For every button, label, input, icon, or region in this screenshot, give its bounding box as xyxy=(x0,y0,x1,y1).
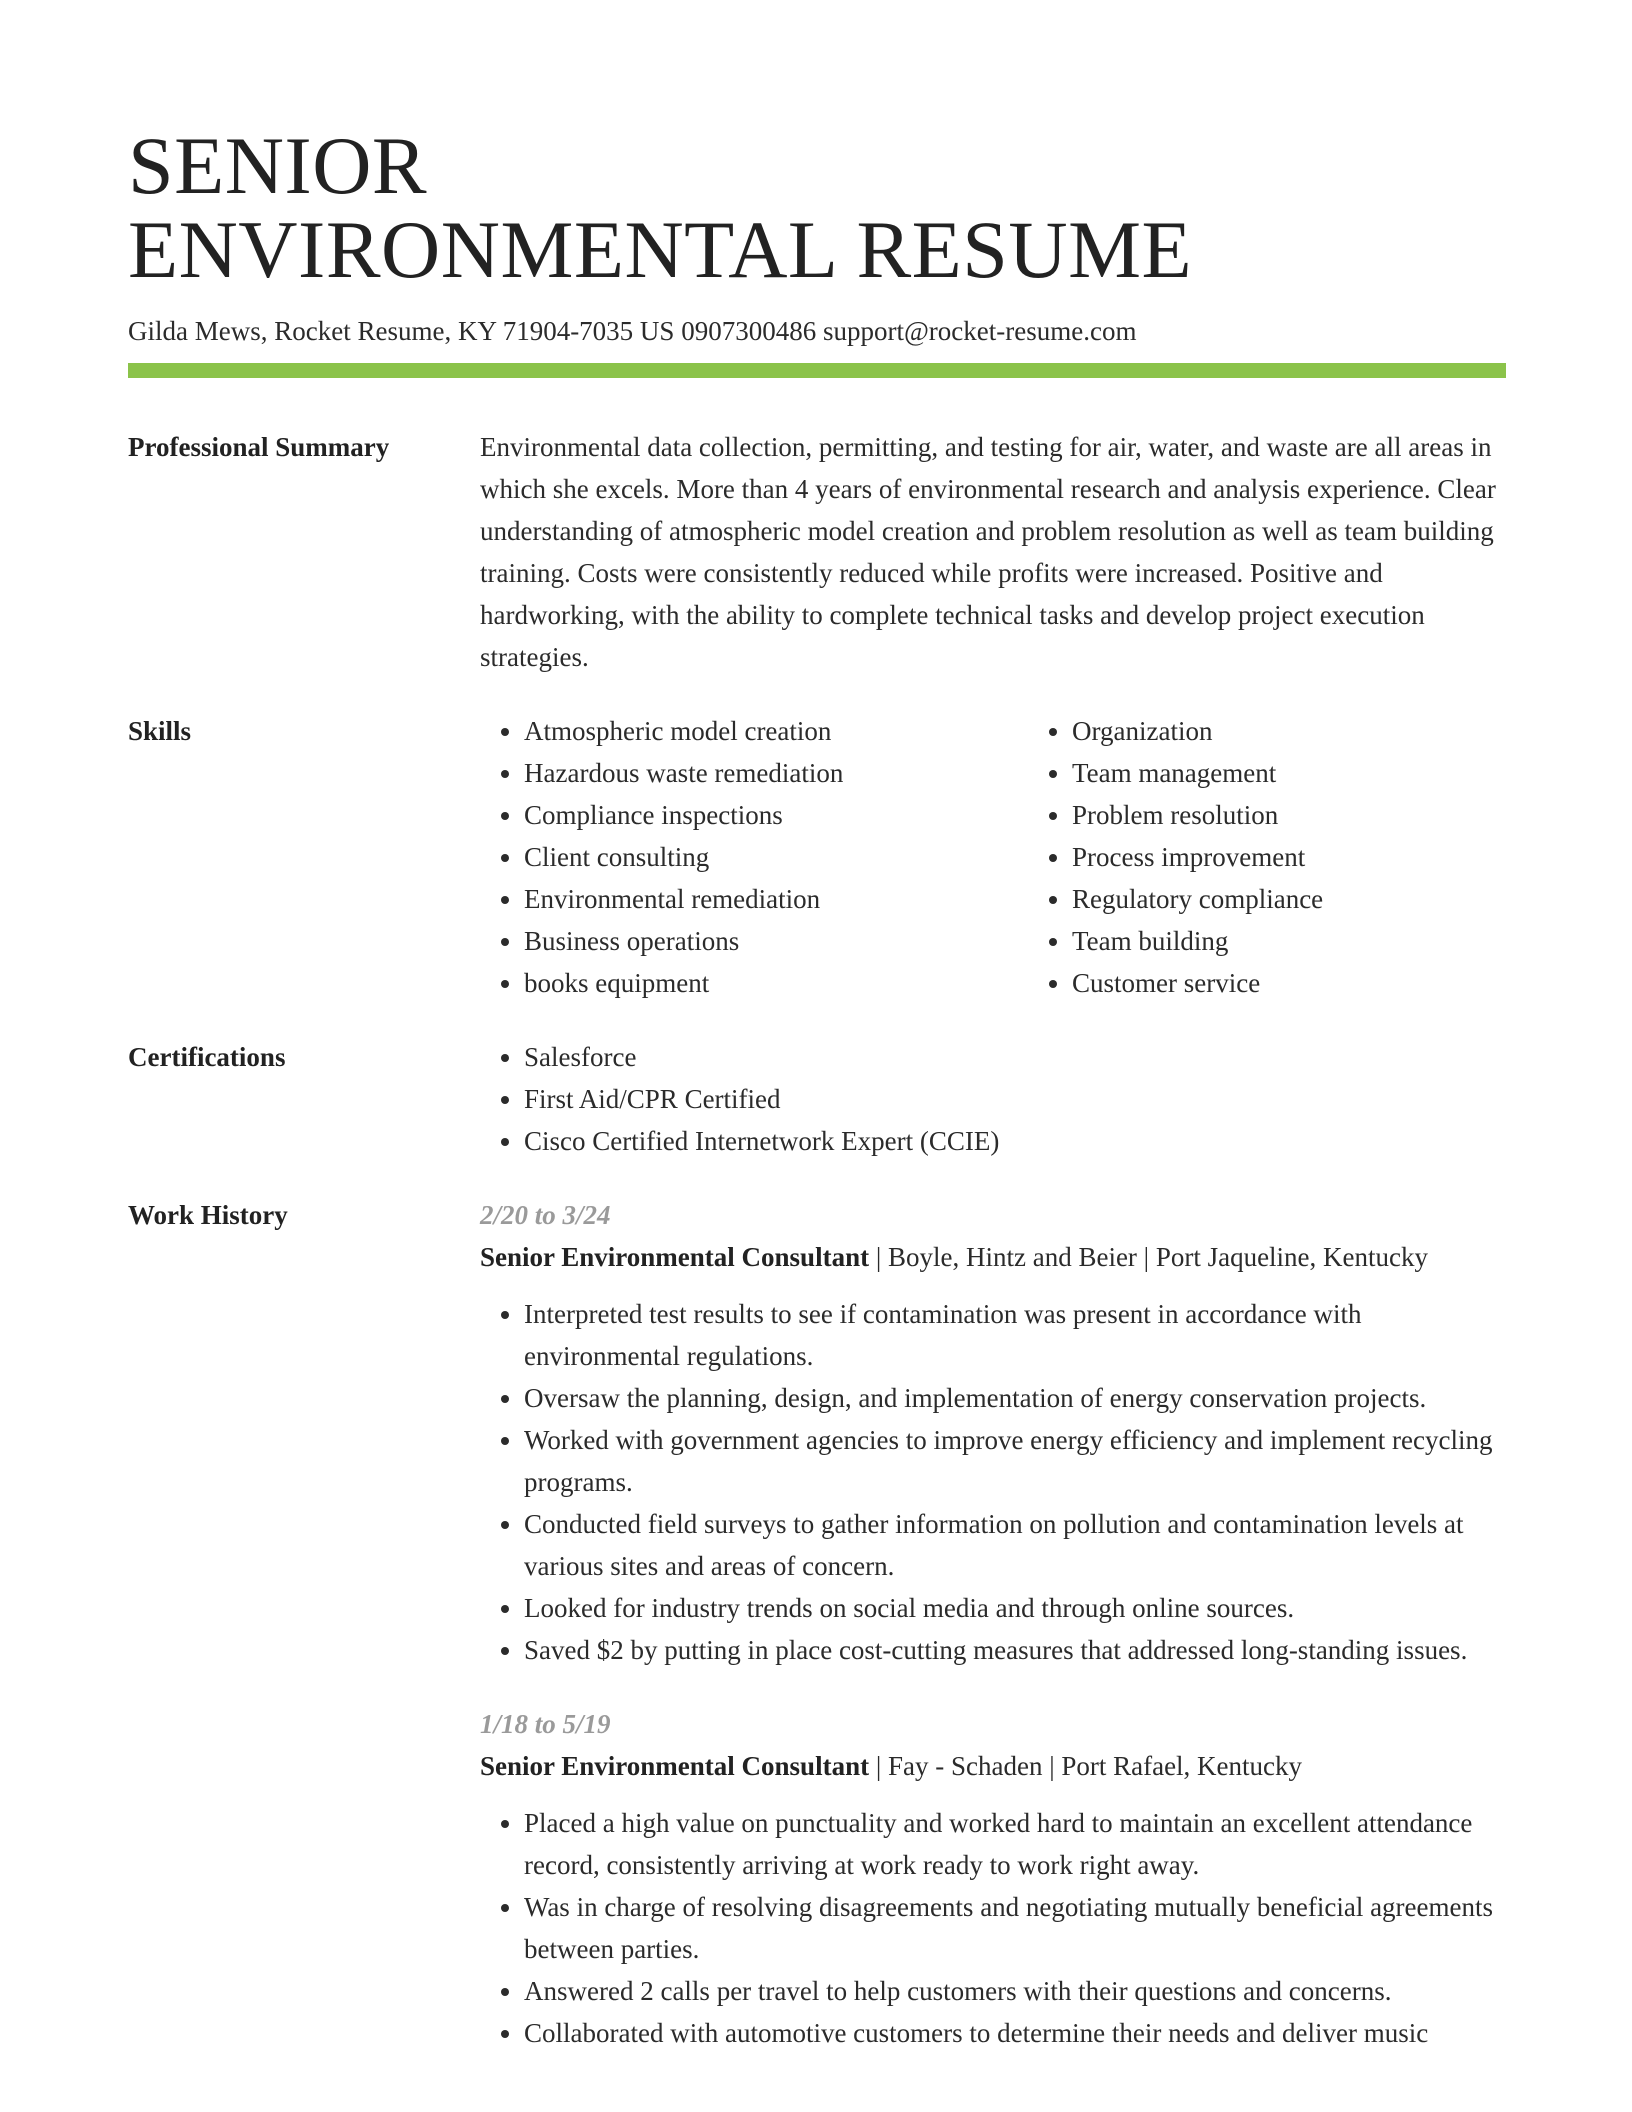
work-history-section xyxy=(128,1194,1506,2054)
job-bullet: • Conducted field surveys to gather information on pollution and contamination levels at various sites and areas of concern. xyxy=(524,1503,1506,1587)
job-bullet: • Interpreted test results to see if contamination was present in accordance with environmental regulations. xyxy=(524,1293,1506,1377)
resume-name-line1: SENIOR xyxy=(128,120,428,211)
job-bullet: • Answered 2 calls per travel to help customers with their questions and concerns. xyxy=(524,1970,1506,2012)
skill-item: • Business operations xyxy=(524,920,1028,962)
resume-page xyxy=(128,0,1506,2054)
work-history-body xyxy=(480,1194,1506,2054)
certification-item: • First Aid/CPR Certified xyxy=(524,1078,1506,1120)
resume-name-line2: ENVIRONMENTAL RESUME xyxy=(128,204,1193,295)
job-bullet: • Looked for industry trends on social media and through online sources. xyxy=(524,1587,1506,1629)
job-title-line xyxy=(480,1745,1506,1787)
summary-section xyxy=(128,426,1506,678)
accent-divider xyxy=(128,363,1506,378)
skill-item: • Hazardous waste remediation xyxy=(524,752,1028,794)
skill-item: • Atmospheric model creation xyxy=(524,710,1028,752)
job-employer-location: | Fay - Schaden | Port Rafael, Kentucky xyxy=(869,1751,1303,1781)
job-bullet: • Was in charge of resolving disagreements and negotiating mutually beneficial agreements between parties. xyxy=(524,1886,1506,1970)
job-employer-location: | Boyle, Hintz and Beier | Port Jaqueline, Kentucky xyxy=(869,1242,1429,1272)
skills-list-left xyxy=(480,710,1028,1004)
skills-list-right xyxy=(1028,710,1576,1004)
job-entry xyxy=(480,1194,1506,1671)
skill-item: • Process improvement xyxy=(1072,836,1576,878)
skill-item: • Customer service xyxy=(1072,962,1576,1004)
skill-item: • Problem resolution xyxy=(1072,794,1576,836)
job-title-line xyxy=(480,1236,1506,1278)
certifications-list xyxy=(480,1036,1506,1162)
skill-item: • Organization xyxy=(1072,710,1576,752)
job-dates: 2/20 to 3/24 xyxy=(480,1200,611,1230)
skills-section xyxy=(128,710,1506,1004)
summary-text: Environmental data collection, permitting, and testing for air, water, and waste are all areas in which she excels. More than 4 years of environmental research and analysis experience. Clear understanding of atmospheric model creation and problem resolution as well as team building training. Costs were consistently reduced while profits were increased. Positive and hardworking, with the ability to complete technical tasks and develop project execution strategies. xyxy=(480,432,1496,672)
certifications-section xyxy=(128,1036,1506,1162)
job-entry xyxy=(480,1703,1506,2054)
job-bullet-list xyxy=(480,1293,1506,1671)
work-history-heading: Work History xyxy=(128,1200,288,1230)
job-bullet: • Oversaw the planning, design, and implementation of energy conservation projects. xyxy=(524,1377,1506,1419)
job-dates: 1/18 to 5/19 xyxy=(480,1709,611,1739)
contact-info: Gilda Mews, Rocket Resume, KY 71904-7035 US 0907300486 support@rocket-resume.com xyxy=(128,316,1137,346)
job-bullet: • Saved $2 by putting in place cost-cutting measures that addressed long-standing issues. xyxy=(524,1629,1506,1671)
skill-item: • Team building xyxy=(1072,920,1576,962)
skill-item: • Environmental remediation xyxy=(524,878,1028,920)
job-bullet-list xyxy=(480,1802,1506,2054)
skill-item: • books equipment xyxy=(524,962,1028,1004)
job-title: Senior Environmental Consultant xyxy=(480,1242,870,1272)
job-bullet: • Worked with government agencies to improve energy efficiency and implement recycling programs. xyxy=(524,1419,1506,1503)
certification-item: • Cisco Certified Internetwork Expert (CCIE) xyxy=(524,1120,1506,1162)
certifications-body xyxy=(480,1036,1506,1162)
job-bullet: • Placed a high value on punctuality and worked hard to maintain an excellent attendance record, consistently arriving at work ready to work right away. xyxy=(524,1802,1506,1886)
job-bullet: • Collaborated with automotive customers to determine their needs and deliver music xyxy=(524,2012,1506,2054)
certification-item: • Salesforce xyxy=(524,1036,1506,1078)
skills-heading: Skills xyxy=(128,716,192,746)
skills-columns xyxy=(480,710,1576,1004)
resume-name xyxy=(128,0,1506,295)
skill-item: • Regulatory compliance xyxy=(1072,878,1576,920)
summary-heading: Professional Summary xyxy=(128,432,390,462)
skill-item: • Client consulting xyxy=(524,836,1028,878)
skill-item: • Team management xyxy=(1072,752,1576,794)
skill-item: • Compliance inspections xyxy=(524,794,1028,836)
job-title: Senior Environmental Consultant xyxy=(480,1751,870,1781)
certifications-heading: Certifications xyxy=(128,1042,286,1072)
